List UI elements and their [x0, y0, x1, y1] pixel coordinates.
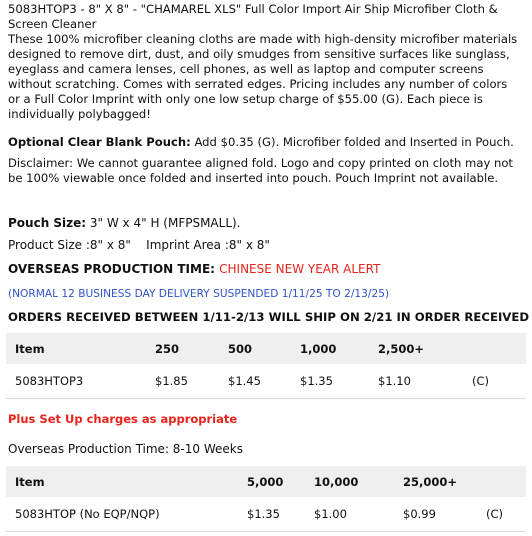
table-cell: $1.45 [228, 374, 261, 388]
table-header-cell: Item [6, 466, 247, 497]
table-cell: $1.10 [378, 374, 411, 388]
product-title: 5083HTOP3 - 8" X 8" - "CHAMAREL XLS" Full Color Import Air Ship Microfiber Cloth & Screen Cleaner [8, 2, 498, 31]
table-header-cell: 2,500+ [378, 333, 472, 364]
pouch-size-label: Pouch Size: [8, 216, 87, 230]
table-cell: $1.35 [300, 374, 333, 388]
pouch-size [8, 216, 241, 231]
table-header-cell: 250 [155, 333, 228, 364]
product-size: Product Size :8" x 8" Imprint Area :8" x 8" [8, 238, 270, 252]
table-header-row [6, 466, 526, 497]
table-cell: $0.99 [403, 507, 436, 521]
pouch-size-value: 3" W x 4" H (MFPSMALL). [86, 216, 241, 230]
table-header-cell: 10,000 [314, 466, 403, 497]
overseas-production-heading [8, 262, 380, 277]
table-cell: (C) [472, 374, 490, 388]
table-cell: $1.35 [247, 507, 280, 521]
table-header-cell: 25,000+ [403, 466, 486, 497]
pouch-option-text: Add $0.35 (G). Microfiber folded and Inserted in Pouch. [190, 135, 514, 149]
table-cell: $1.00 [314, 507, 347, 521]
table-cell: (C) [486, 507, 504, 521]
pouch-option-label: Optional Clear Blank Pouch: [8, 135, 191, 149]
chinese-new-year-alert: CHINESE NEW YEAR ALERT [219, 262, 381, 276]
pricing-table-1 [6, 333, 526, 399]
orders-ship-notice: ORDERS RECEIVED BETWEEN 1/11-2/13 WILL SHIP ON 2/21 IN ORDER RECEIVED [8, 310, 530, 324]
overseas-production-label: OVERSEAS PRODUCTION TIME: [8, 262, 220, 276]
table-header-cell [472, 333, 526, 364]
pouch-disclaimer: Disclaimer: We cannot guarantee aligned fold. Logo and copy printed on cloth may not be 100% viewable once folded and inserted into pouch. Pouch Imprint not available. [8, 156, 513, 185]
overseas-production-time: Overseas Production Time: 8-10 Weeks [8, 442, 243, 456]
table-cell: 5083HTOP (No EQP/NQP) [15, 507, 160, 521]
table-row [6, 497, 526, 532]
table-row [6, 364, 526, 399]
table-header-cell: 1,000 [300, 333, 378, 364]
delivery-suspended-notice: (NORMAL 12 BUSINESS DAY DELIVERY SUSPENDED 1/11/25 TO 2/13/25) [8, 288, 390, 300]
table-header-row [6, 333, 526, 364]
pouch-option [8, 135, 522, 150]
table-header-cell: 500 [228, 333, 300, 364]
table-cell: 5083HTOP3 [15, 374, 84, 388]
table-cell: $1.85 [155, 374, 188, 388]
setup-charges-note: Plus Set Up charges as appropriate [8, 412, 238, 426]
table-header-cell [486, 466, 526, 497]
product-description: These 100% microfiber cleaning cloths are made with high-density microfiber materials designed to remove dirt, dust, and oily smudges from sensitive surfaces like sunglass, eyeglass and camera lenses, cell phones, as well as laptop and computer screens without scratching. Comes with serrated edges. Pricing includes any number of colors or a Full Color Imprint with only one low setup charge of $55.00 (G). Each piece is individually polybagged! [8, 32, 518, 121]
table-header-cell: Item [6, 333, 155, 364]
pricing-table-2 [6, 466, 526, 532]
table-header-cell: 5,000 [247, 466, 314, 497]
